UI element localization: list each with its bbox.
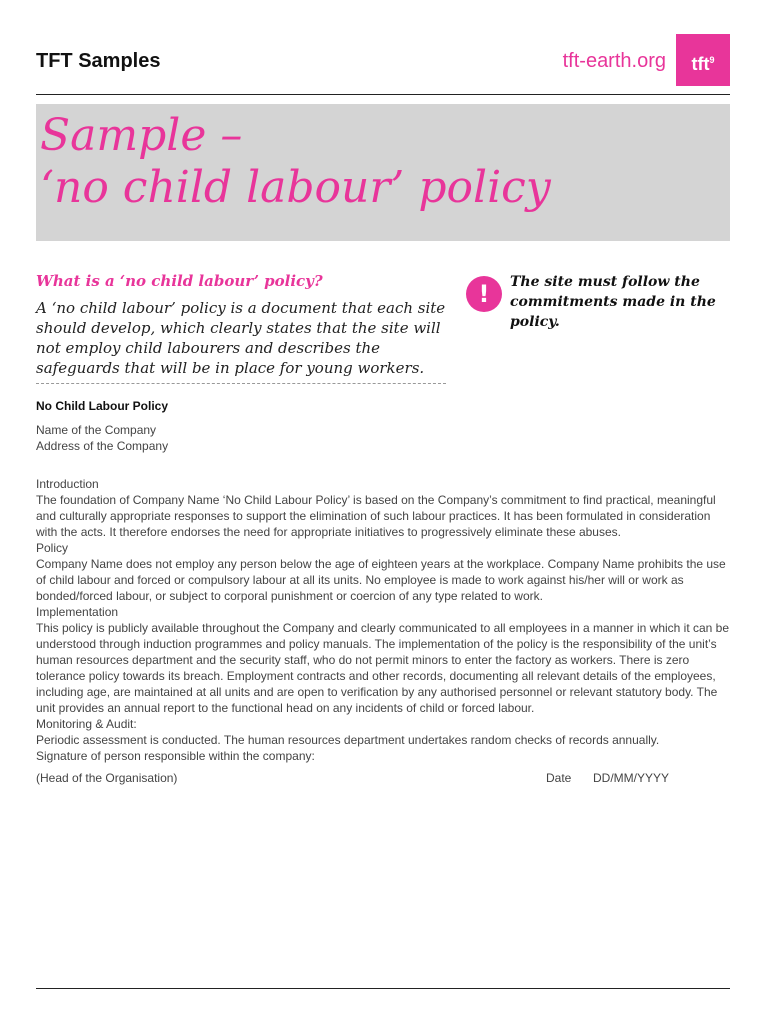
page-header xyxy=(36,34,730,95)
policy-content xyxy=(36,398,730,786)
page-title-line2: ‘no child labour’ policy xyxy=(40,162,551,213)
site-url-link[interactable]: tft-earth.org xyxy=(562,50,666,72)
company-address: Address of the Company xyxy=(36,439,169,453)
section-heading: Policy xyxy=(36,541,69,555)
page-title xyxy=(40,110,551,214)
section-body: Company Name does not employ any person below the age of eighteen years at the workplace. Company Name prohibits the use of child labour and forced or compulsory labour at all its units. No employee is made to work against his/her will or work as bonded/forced labour, or subject to corporal punishment or coercion of any type related to work. xyxy=(36,557,726,603)
brand-title: TFT Samples xyxy=(36,50,161,72)
section-heading: Introduction xyxy=(36,477,99,491)
section-heading: Monitoring & Audit: xyxy=(36,717,137,731)
signature-row xyxy=(36,770,730,786)
page-title-line1: Sample – xyxy=(40,110,243,161)
policy-title: No Child Labour Policy xyxy=(36,399,169,413)
title-banner xyxy=(36,104,730,241)
logo-mark: 9 xyxy=(709,55,715,65)
signatory: (Head of the Organisation) xyxy=(36,771,178,785)
alert-note: The site must follow the commitments made in the policy. xyxy=(510,274,716,330)
footer-divider xyxy=(36,988,730,989)
intro-description: A ‘no child labour’ policy is a document that each site should develop, which clearly states that the site will not employ child labourers and describes the safeguards that will be in place for young workers. xyxy=(36,299,446,377)
tft-logo xyxy=(676,34,730,86)
date-value: DD/MM/YYYY xyxy=(593,771,670,785)
signature-label: Signature of person responsible within the company: xyxy=(36,749,315,763)
section-body: The foundation of Company Name ‘No Child Labour Policy’ is based on the Company’s commitment to find practical, meaningful and culturally appropriate responses to support the elimination of such labour practices. It has been formulated in consideration with the acts. It therefore endorses the need for appropriate initiatives to progressively eliminate these abuses. xyxy=(36,493,716,539)
section-body: Periodic assessment is conducted. The human resources department undertakes random checks of records annually. xyxy=(36,733,660,747)
date-label: Date xyxy=(546,771,572,785)
section-heading: Implementation xyxy=(36,605,119,619)
exclamation-icon: ! xyxy=(466,276,502,312)
company-name: Name of the Company xyxy=(36,423,157,437)
section-body: This policy is publicly available throughout the Company and clearly communicated to all employees in a manner in which it can be understood through induction programmes and policy manuals. The implementation of the policy is the responsibility of the unit’s human resources department and the security staff, who do not permit minors to enter the factory as workers. There is zero tolerance policy towards its breach. Employment contracts and other records, documenting all relevant details of the employees, including age, are maintained at all units and are open to verification by any authorised personnel or relevant statutory body. The unit provides an annual report to the functional head on any incidents of child or forced labour. xyxy=(36,621,730,715)
dotted-divider xyxy=(36,383,446,384)
logo-text: tft xyxy=(691,54,710,74)
intro-question: What is a ‘no child labour’ policy? xyxy=(36,272,323,290)
